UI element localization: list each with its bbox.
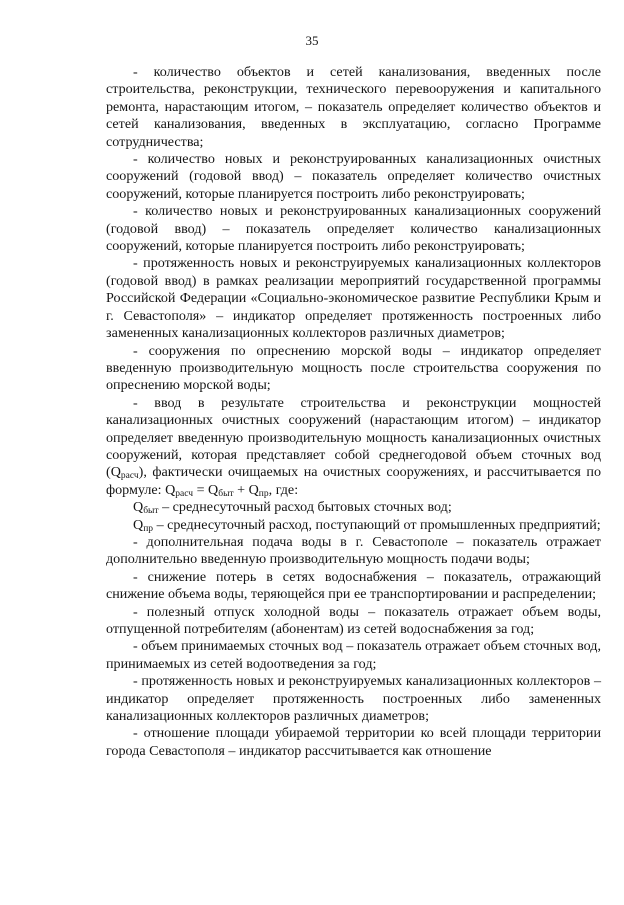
definition-q-byt: $Q_{быт}$ – среднесуточный расход бытовых сточных вод; (133, 499, 452, 517)
subscript: расч (120, 471, 139, 482)
paragraph: - отношение площади убираемой территории ко всей площади территории города Севастополя – индикатор рассчитывается как отношение (106, 725, 601, 759)
paragraph: - дополнительная подача воды в г. Севастополе – показатель отражает дополнительно введенную производительную мощность подачи воды; (106, 533, 601, 568)
subscript: расч (175, 488, 194, 499)
paragraph: - полезный отпуск холодной воды – показатель отражает объем воды, отпущенной потребителям (абонентам) из сетей водоснабжения за год; (106, 603, 601, 637)
definition-q-pr: $Q_{пр}$ – среднесуточный расход, поступающий от промышленных предприятий; (133, 516, 601, 534)
paragraph: - количество новых и реконструированных канализационных сооружений (годовой ввод) – показатель определяет количество канализационных сооружений, которые планируется построить либо реконструировать; (106, 203, 601, 255)
subscript: быт (143, 506, 159, 517)
paragraph: - протяженность новых и реконструируемых канализационных коллекторов (годовой ввод) в рамках реализации мероприятий государственной программы Российской Федерации «Социально-экономическое развитие Республики Крым и г. Севастополя» – индикатор определяет протяженность построенных либо замененных канализационных коллекторов различных диаметров; (106, 255, 601, 342)
subscript: быт (218, 488, 234, 499)
paragraph: - протяженность новых и реконструируемых канализационных коллекторов – индикатор определяет протяженность построенных либо замененных канализационных коллекторов различных диаметров; (106, 673, 601, 725)
document-body (106, 64, 601, 760)
subscript: пр (143, 523, 154, 534)
paragraph: - снижение потерь в сетях водоснабжения – показатель, отражающий снижение объема воды, теряющейся при ее транспортировании и распределении; (106, 568, 601, 603)
page-number: 35 (305, 33, 319, 48)
subscript: пр (258, 488, 269, 499)
paragraph-text: - ввод в результате строительства и реконструкции мощностей канализационных очистных сооружений (нарастающим итогом) – индикатор определяет введенную производительную мощность канализационных очистных сооружений, которая представляет собой среднегодовой объем сточных вод (Q (106, 394, 601, 481)
paragraph: - сооружения по опреснению морской воды – индикатор определяет введенную производительную мощность после строительства сооружения по опреснению морской воды; (106, 342, 601, 394)
paragraph: - объем принимаемых сточных вод – показатель отражает объем сточных вод, принимаемых из сетей водоотведения за год; (106, 638, 601, 672)
paragraph: - количество новых и реконструированных канализационных очистных сооружений (годовой ввод) – показатель определяет количество очистных сооружений, которые планируется построить либо реконструировать; (106, 151, 601, 202)
paragraph: - количество объектов и сетей канализования, введенных после строительства, реконструкции, технического перевооружения и капитального ремонта, нарастающим итогом, – показатель определяет количество объектов и сетей канализования, введенных в эксплуатацию, согласно Программе сотрудничества; (106, 64, 601, 150)
paragraph-formula: - ввод в результате строительства и реконструкции мощностей канализационных очистных сооружений (нарастающим итогом) – индикатор определяет введенную производительную мощность канализационных очистных сооружений, которая представляет собой среднегодовой объем сточных вод $(Q_{расч})$, фактически очищаемых на очистных сооружениях, и рассчитывается по формуле: $Q_{расч} = Q_{быт} + Q_{пр}$, где: (106, 394, 601, 499)
